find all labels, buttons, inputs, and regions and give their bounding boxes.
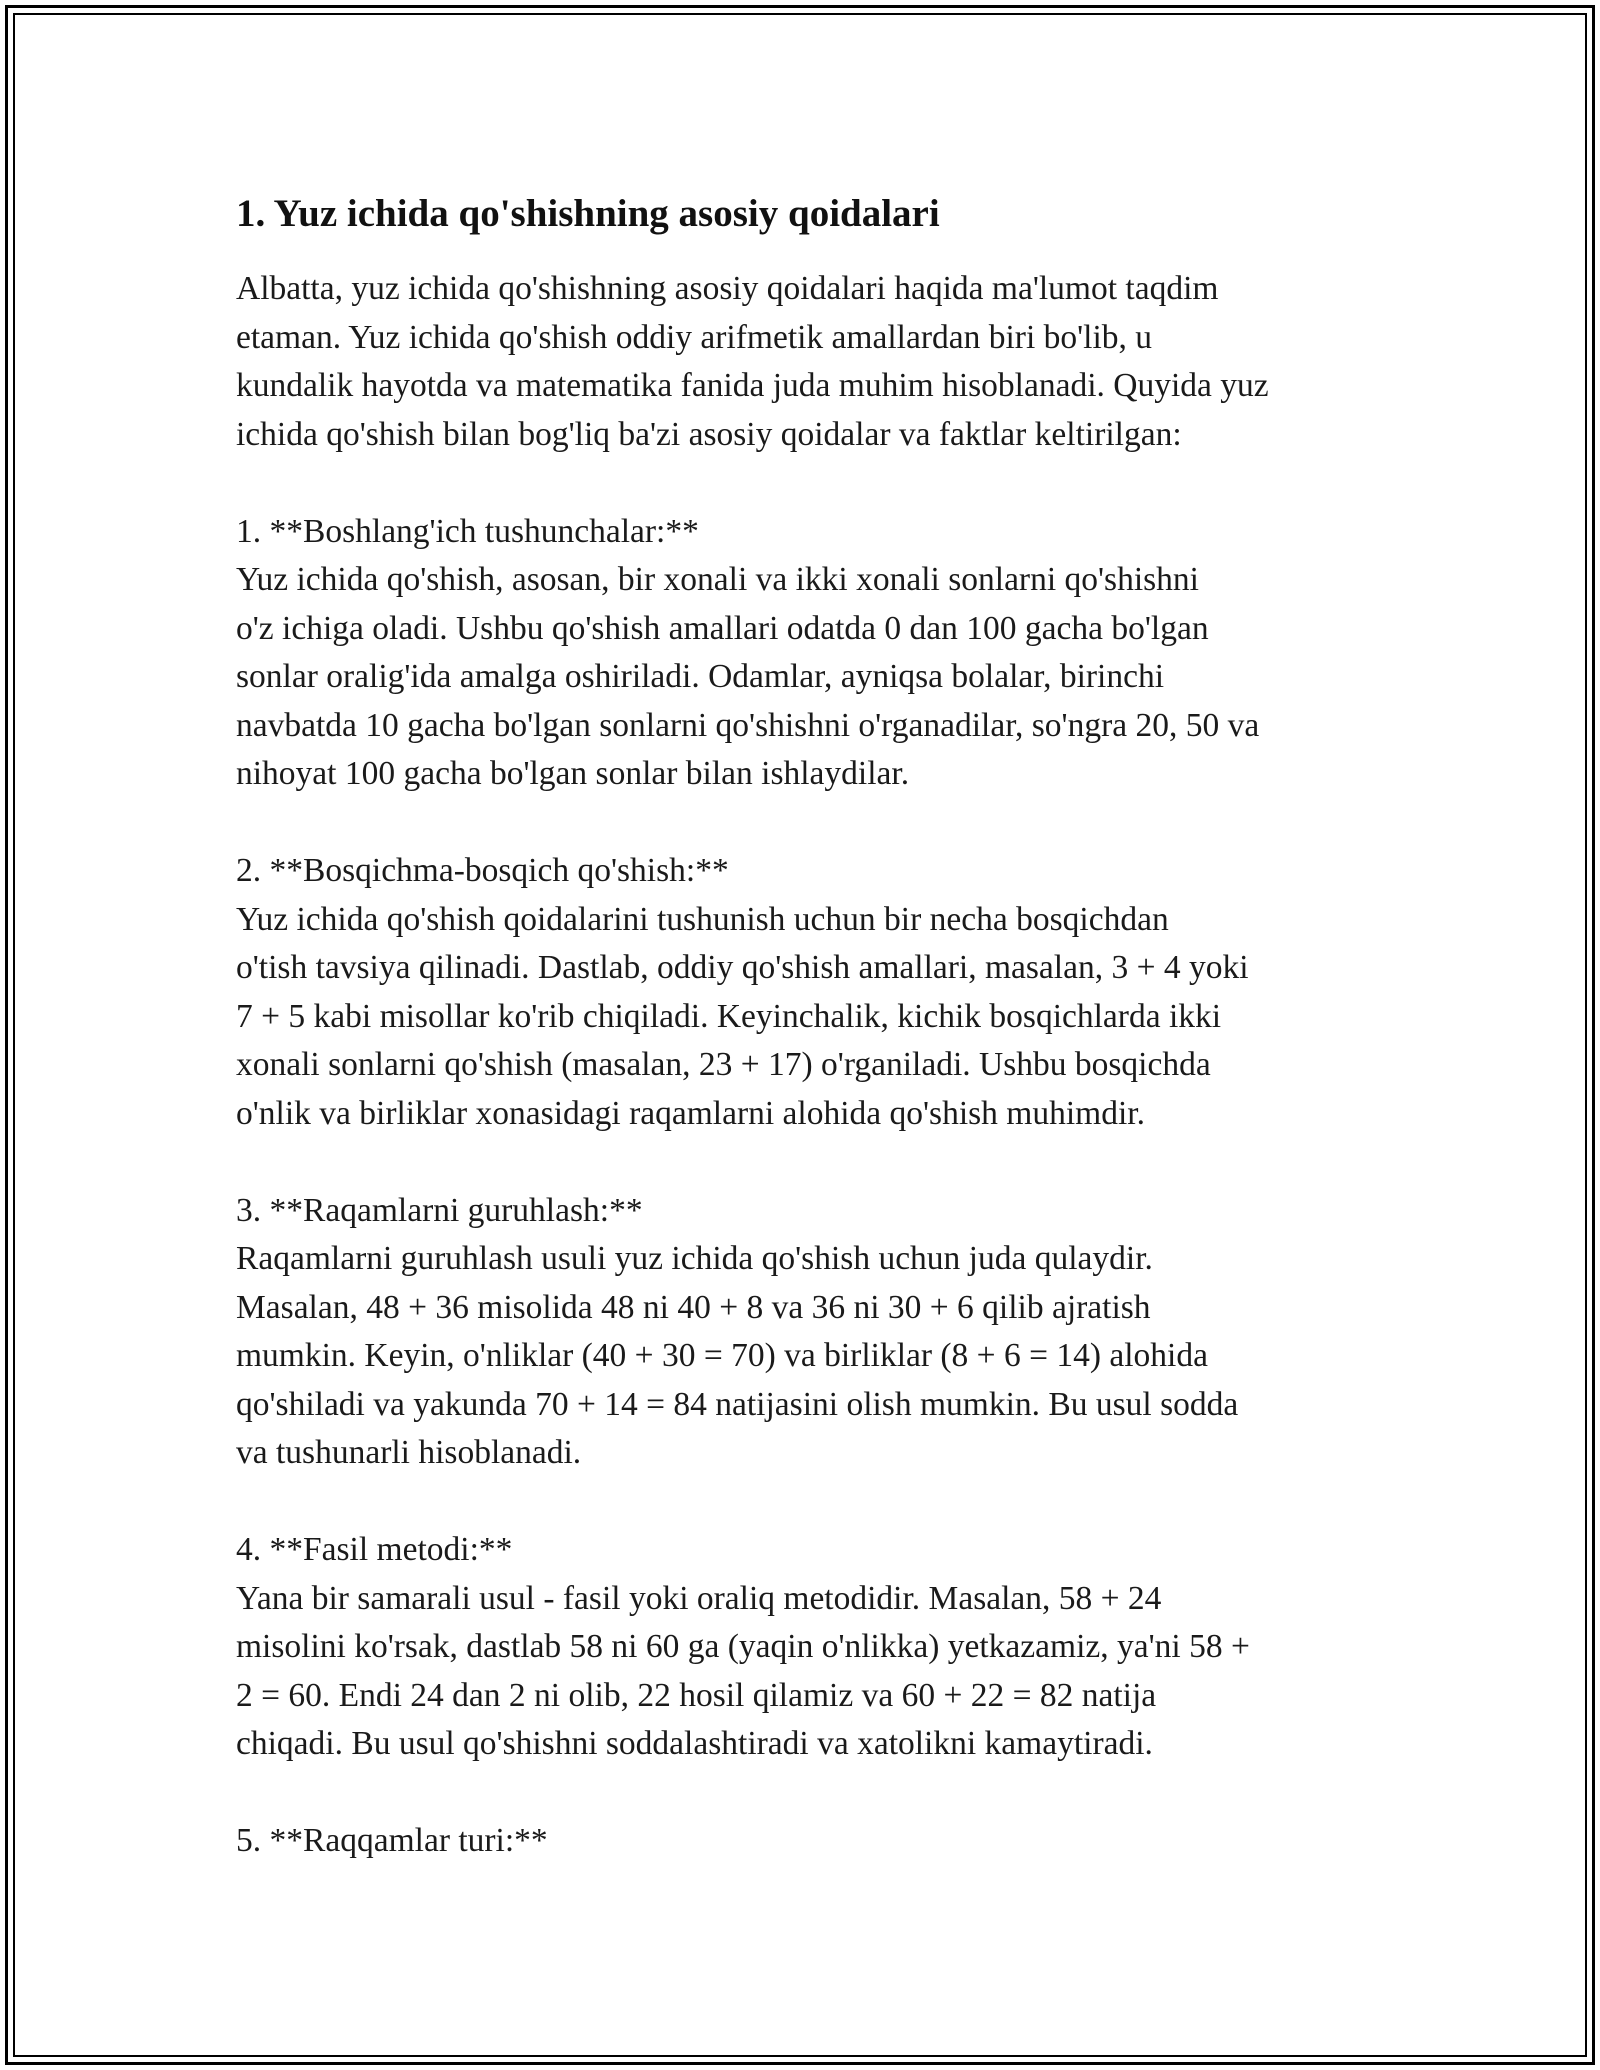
intro-paragraph: Albatta, yuz ichida qo'shishning asosiy qoidalari haqida ma'lumot taqdim etaman. Yuz ichida qo'shish oddiy arifmetik amallardan biri bo'lib, u kundalik hayotda va matematika fanida juda muhim hisoblanadi. Quyida yuz ichida qo'shish bilan bog'liq ba'zi asosiy qoidalar va faktlar keltirilgan:: [236, 270, 1269, 453]
paragraph-gap: [236, 459, 1376, 508]
item-body-4: Yana bir samarali usul - fasil yoki oraliq metodidir. Masalan, 58 + 24 misolini ko'rsak, dastlab 58 ni 60 ga (yaqin o'nlikka) yetkazamiz, ya'ni 58 + 2 = 60. Endi 24 dan 2 ni olib, 22 hosil qilamiz va 60 + 22 = 82 natija chiqadi. Bu usul qo'shishni soddalashtiradi va xatolikni kamaytiradi.: [236, 1579, 1250, 1762]
item-body-1: Yuz ichida qo'shish, asosan, bir xonali va ikki xonali sonlarni qo'shishni o'z ichiga oladi. Ushbu qo'shish amallari odatda 0 dan 100 gacha bo'lgan sonlar oralig'ida amalga oshiriladi. Odamlar, ayniqsa bolalar, birinchi navbatda 10 gacha bo'lgan sonlarni qo'shishni o'rganadilar, so'ngra 20, 50 va nihoyat 100 gacha bo'lgan sonlar bilan ishlaydilar.: [236, 561, 1260, 792]
paragraph-gap: [236, 1138, 1376, 1187]
item-heading-1: 1. **Boshlang'ich tushunchalar:**: [236, 512, 699, 550]
item-heading-5: 5. **Raqqamlar turi:**: [236, 1822, 548, 1859]
paragraph-gap: [236, 1769, 1376, 1818]
item-body-3: Raqamlarni guruhlash usuli yuz ichida qo'shish uchun juda qulaydir. Masalan, 48 + 36 misolida 48 ni 40 + 8 va 36 ni 30 + 6 qilib ajratish mumkin. Keyin, o'nliklar (40 + 30 = 70) va birliklar (8 + 6 = 14) alohida qo'shiladi va yakunda 70 + 14 = 84 natijasini olish mumkin. Bu usul sodda va tushunarli hisoblanadi.: [236, 1240, 1239, 1471]
paragraph-gap: [236, 799, 1376, 848]
document-title: 1. Yuz ichida qo'shishning asosiy qoidalari: [236, 192, 940, 235]
item-body-2: Yuz ichida qo'shish qoidalarini tushunish uchun bir necha bosqichdan o'tish tavsiya qilinadi. Dastlab, oddiy qo'shish amallari, masalan, 3 + 4 yoki 7 + 5 kabi misollar ko'rib chiqiladi. Keyinchalik, kichik bosqichlarda ikki xonali sonlarni qo'shish (masalan, 23 + 17) o'rganiladi. Ushbu bosqichda o'nlik va birliklar xonasidagi raqamlarni alohida qo'shish muhimdir.: [236, 900, 1249, 1132]
document-page: [236, 190, 1376, 1866]
item-heading-3: 3. **Raqamlarni guruhlash:**: [236, 1191, 643, 1229]
paragraph-gap: [236, 1478, 1376, 1527]
item-heading-2: 2. **Bosqichma-bosqich qo'shish:**: [236, 852, 729, 889]
item-heading-4: 4. **Fasil metodi:**: [236, 1531, 513, 1568]
